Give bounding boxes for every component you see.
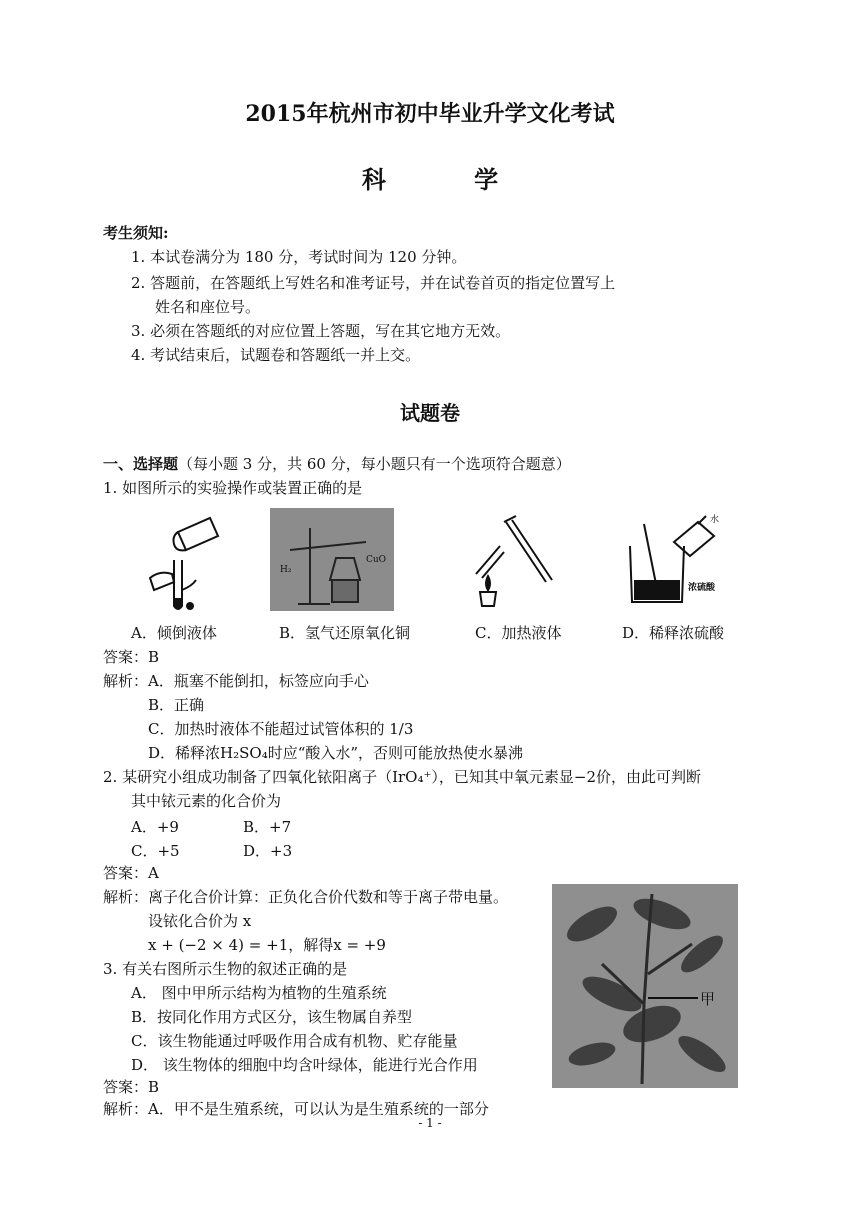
notice-item: 1. 本试卷满分为 180 分，考试时间为 120 分钟。 xyxy=(131,248,467,266)
fig-label-cuo: CuO xyxy=(366,555,387,565)
fig-heat-liquid xyxy=(466,512,562,612)
q1-option-d: D．稀释浓硫酸 xyxy=(622,624,725,642)
q2-stem-line: 2. 某研究小组成功制备了四氧化铱阳离子（IrO₄⁺），已知其中氧元素显−2价，由此可判断 xyxy=(103,768,702,786)
q3-analysis: 解析：A．甲不是生殖系统，可以认为是生殖系统的一部分 xyxy=(103,1100,489,1118)
fig-hydrogen-reduce-cuo xyxy=(270,508,394,611)
q1-analysis-line: C．加热时液体不能超过试管体积的 1/3 xyxy=(148,720,414,738)
q1-answer: 答案：B xyxy=(103,648,160,666)
q2-option-d: D．+3 xyxy=(243,842,293,860)
page-number: - 1 - xyxy=(418,1116,442,1130)
q1-analysis-line: D．稀释浓H₂SO₄时应“酸入水”，否则可能放热使水暴沸 xyxy=(148,744,524,762)
q3-stem: 3. 有关右图所示生物的叙述正确的是 xyxy=(103,960,348,978)
q3-option-d: D． 该生物体的细胞中均含叶绿体，能进行光合作用 xyxy=(131,1056,478,1074)
notice-heading: 考生须知: xyxy=(103,224,169,242)
subject-title: 科 学 xyxy=(361,165,539,194)
notice-item: 2. 答题前，在答题纸上写姓名和准考证号，并在试卷首页的指定位置写上 xyxy=(131,274,616,292)
q1-option-b: B．氢气还原氧化铜 xyxy=(279,624,411,642)
part-heading-label: 一、选择题 xyxy=(103,455,179,473)
q2-stem-line: 其中铱元素的化合价为 xyxy=(131,792,282,810)
q3-option-c: C．该生物能通过呼吸作用合成有机物、贮存能量 xyxy=(131,1032,458,1050)
q1-analysis-line: B．正确 xyxy=(148,696,205,714)
notice-item: 3. 必须在答题纸的对应位置上答题，写在其它地方无效。 xyxy=(131,322,511,340)
q3-option-a: A． 图中甲所示结构为植物的生殖系统 xyxy=(131,984,387,1002)
q2-option-c: C．+5 xyxy=(131,842,180,860)
notice-item: 4. 考试结束后，试题卷和答题纸一并上交。 xyxy=(131,346,421,364)
q2-option-a: A．+9 xyxy=(131,818,179,836)
q1-analysis-line: 解析：A．瓶塞不能倒扣，标签应向手心 xyxy=(103,672,369,690)
q2-analysis-line: 解析：离子化合价计算：正负化合价代数和等于离子带电量。 xyxy=(103,888,509,906)
exam-title: 2015年杭州市初中毕业升学文化考试 xyxy=(245,101,615,127)
fig-dilute-acid xyxy=(618,510,728,612)
fig-plant-photo xyxy=(552,884,738,1088)
part-heading xyxy=(103,453,571,475)
section-title: 试题卷 xyxy=(400,401,460,425)
fig-label-water: 水 xyxy=(710,515,720,525)
part-heading-note: （每小题 3 分，共 60 分，每小题只有一个选项符合题意） xyxy=(178,455,571,473)
fig-label-acid: 浓硫酸 xyxy=(688,583,716,593)
fig-label-h2: H₂ xyxy=(280,565,292,575)
q2-analysis-line: 设铱化合价为 x xyxy=(148,912,252,930)
q1-stem: 1. 如图所示的实验操作或装置正确的是 xyxy=(103,479,363,497)
fig-pour-liquid xyxy=(130,510,230,615)
q3-option-b: B．按同化作用方式区分，该生物属自养型 xyxy=(131,1008,413,1026)
notice-item: 姓名和座位号。 xyxy=(155,298,261,316)
q2-option-b: B．+7 xyxy=(243,818,292,836)
q2-analysis-line: x + (−2 × 4) = +1，解得x = +9 xyxy=(148,936,386,954)
q3-answer: 答案：B xyxy=(103,1078,160,1096)
q1-option-c: C．加热液体 xyxy=(475,624,562,642)
q2-answer: 答案：A xyxy=(103,864,159,882)
q1-option-a: A．倾倒液体 xyxy=(131,624,217,642)
fig-label-jia: 甲 xyxy=(700,990,716,1008)
